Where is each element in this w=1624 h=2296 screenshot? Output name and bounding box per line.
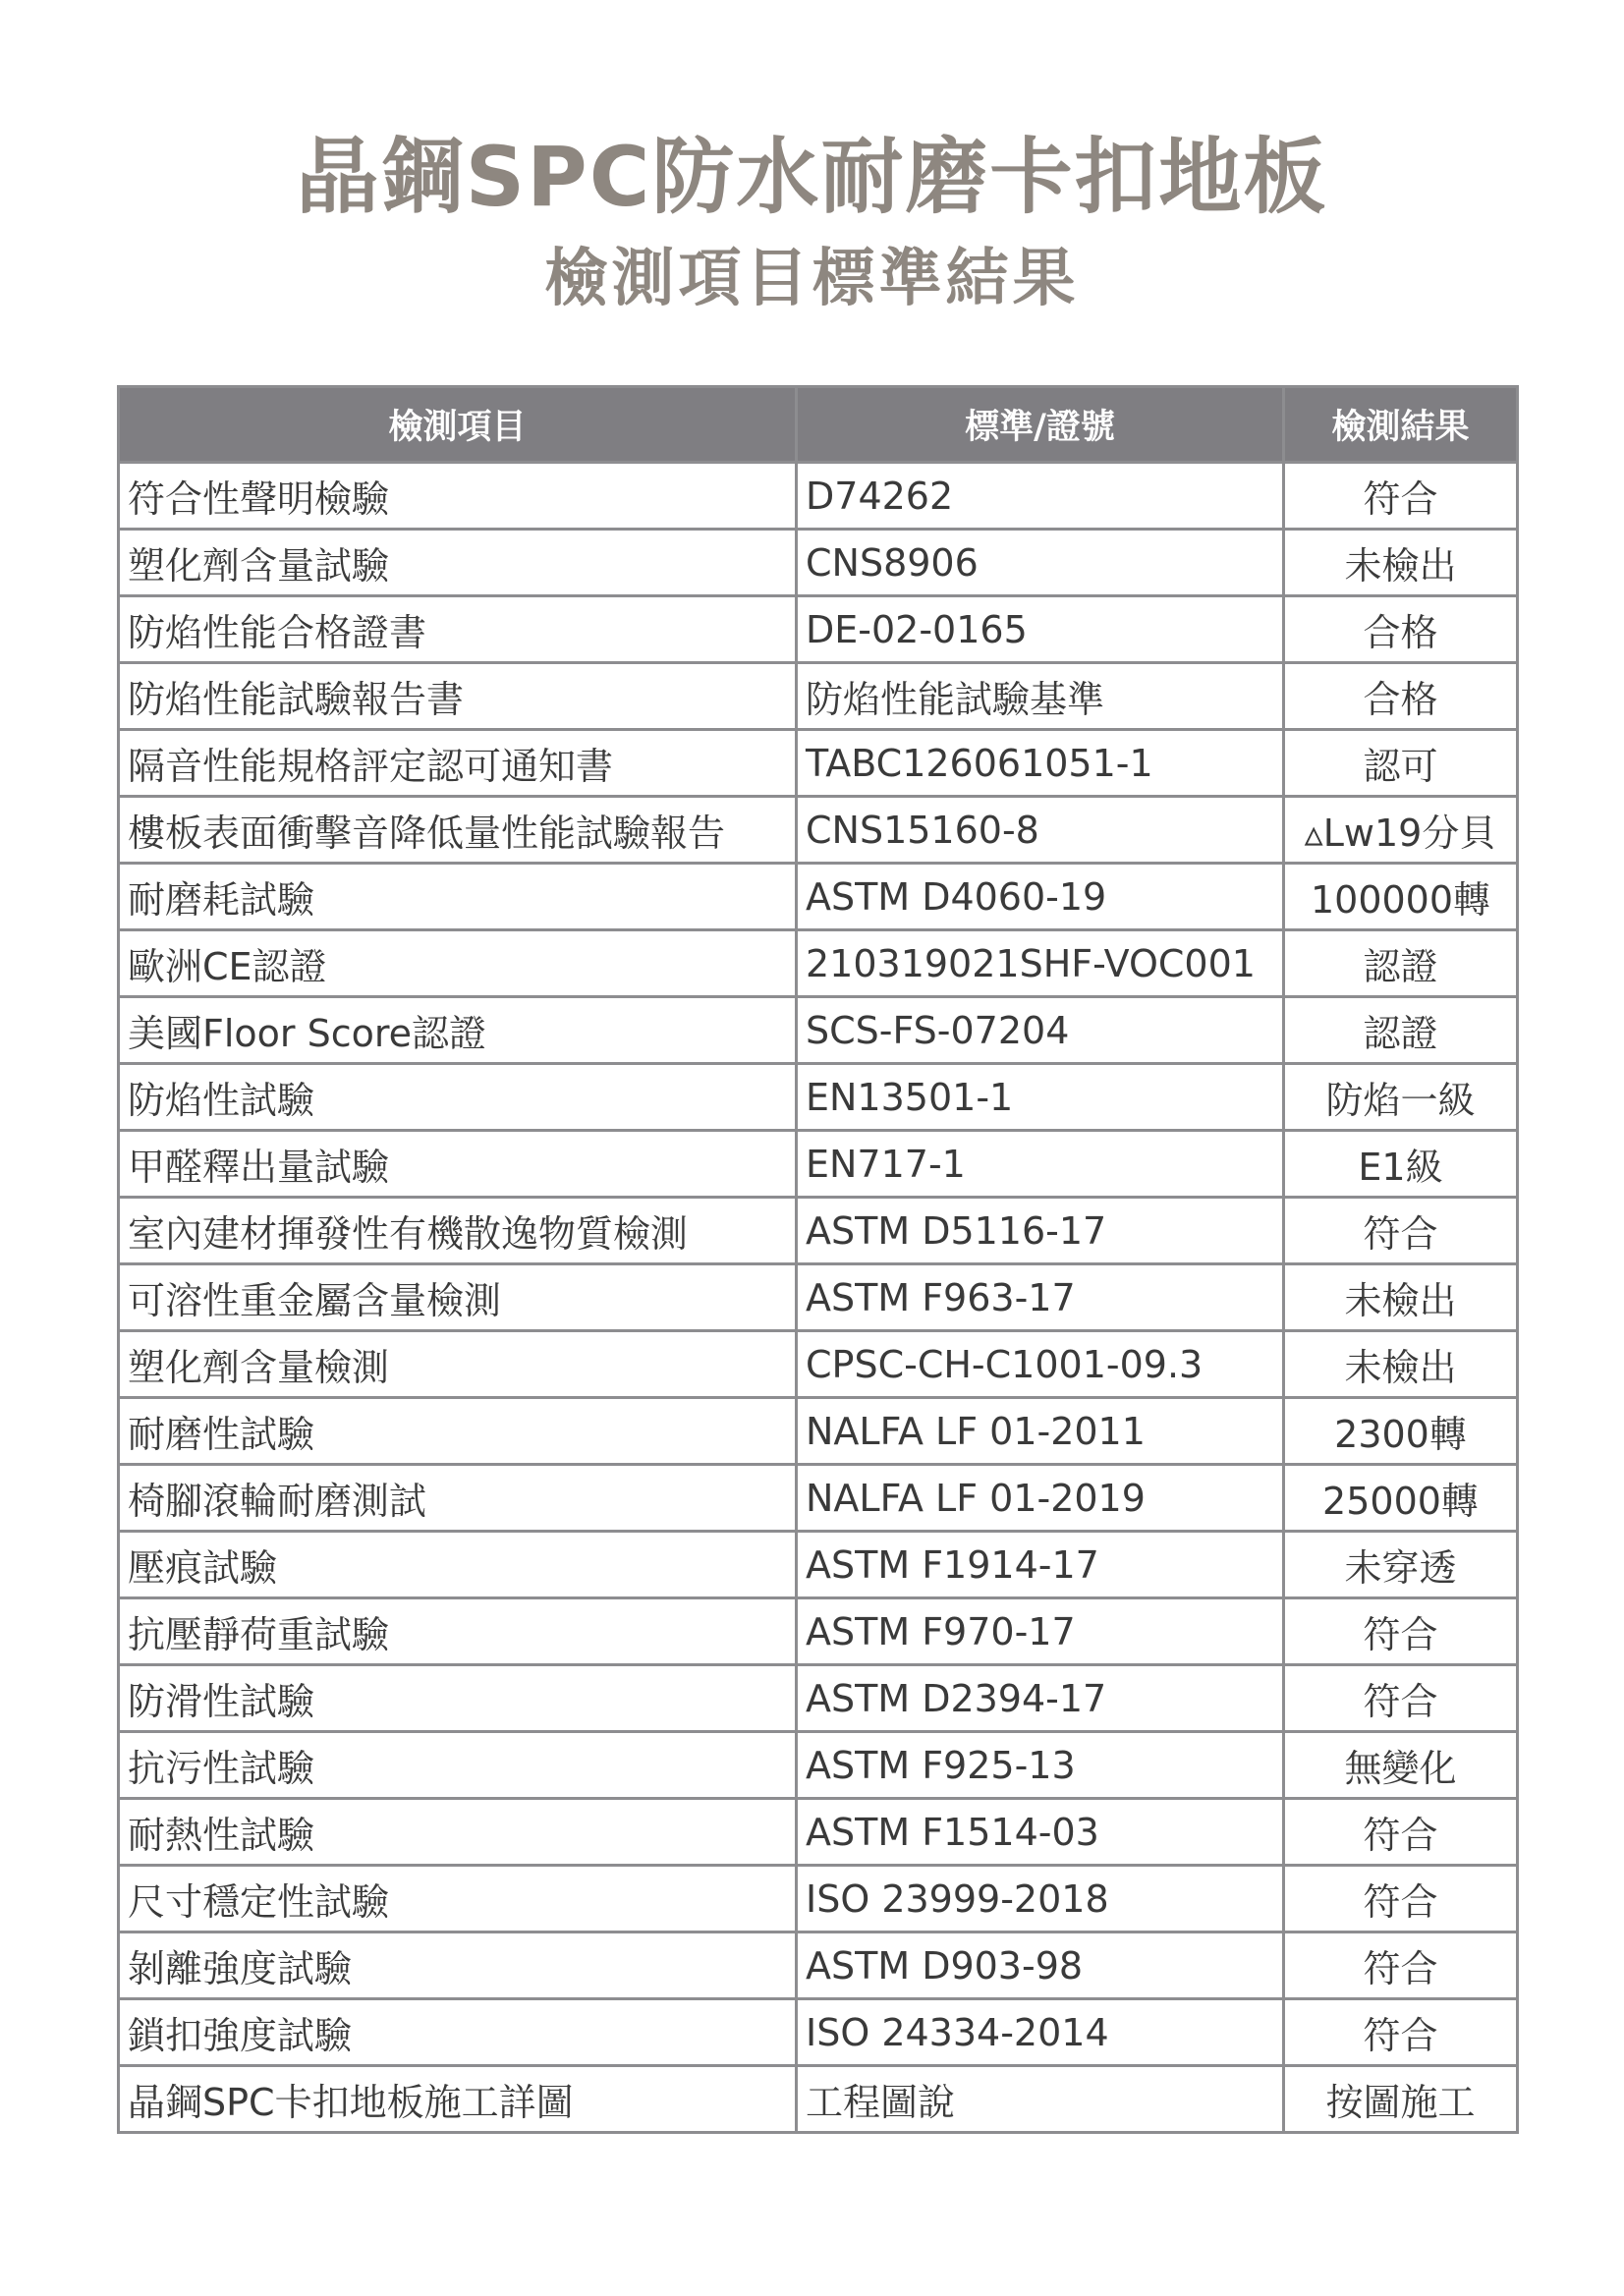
test-item-cell: 歐洲CE認證 [119,930,797,997]
standard-cell: ASTM F1914-17 [797,1532,1284,1598]
test-item-cell: 晶鋼SPC卡扣地板施工詳圖 [119,2066,797,2133]
result-cell: 符合 [1284,1866,1518,1932]
standard-cell: TABC126061051-1 [797,730,1284,797]
result-cell: 未檢出 [1284,530,1518,596]
standard-cell: EN13501-1 [797,1064,1284,1131]
test-item-cell: 符合性聲明檢驗 [119,463,797,530]
result-cell: 無變化 [1284,1732,1518,1799]
standard-cell: ASTM D5116-17 [797,1198,1284,1264]
result-cell: 符合 [1284,1665,1518,1732]
standard-cell: 防焰性能試驗基準 [797,663,1284,730]
result-cell: 2300轉 [1284,1398,1518,1465]
table-row [119,2066,1518,2133]
result-cell: 合格 [1284,596,1518,663]
test-item-cell: 防滑性試驗 [119,1665,797,1732]
result-cell: 符合 [1284,1198,1518,1264]
table-row [119,1131,1518,1198]
result-cell: 未檢出 [1284,1264,1518,1331]
result-cell: ▵Lw19分貝 [1284,797,1518,864]
page-subtitle: 檢測項目標準結果 [544,243,1080,315]
test-item-cell: 甲醛釋出量試驗 [119,1131,797,1198]
result-cell: 防焰一級 [1284,1064,1518,1131]
result-cell: 100000轉 [1284,864,1518,930]
standard-cell: DE-02-0165 [797,596,1284,663]
table-row [119,1198,1518,1264]
test-item-cell: 塑化劑含量檢測 [119,1331,797,1398]
test-item-cell: 可溶性重金屬含量檢測 [119,1264,797,1331]
result-cell: 未穿透 [1284,1532,1518,1598]
test-item-cell: 剝離強度試驗 [119,1932,797,1999]
page-title: 晶鋼SPC防水耐磨卡扣地板 [296,129,1328,225]
column-header-item: 檢測項目 [119,387,797,463]
test-item-cell: 防焰性試驗 [119,1064,797,1131]
result-cell: 認證 [1284,997,1518,1064]
standard-cell: ISO 24334-2014 [797,1999,1284,2066]
test-item-cell: 耐磨耗試驗 [119,864,797,930]
table-row [119,596,1518,663]
test-item-cell: 美國Floor Score認證 [119,997,797,1064]
standard-cell: ASTM F963-17 [797,1264,1284,1331]
test-item-cell: 耐磨性試驗 [119,1398,797,1465]
table-row [119,1866,1518,1932]
result-cell: 認證 [1284,930,1518,997]
test-item-cell: 防焰性能合格證書 [119,596,797,663]
standard-cell: ASTM D4060-19 [797,864,1284,930]
test-item-cell: 抗污性試驗 [119,1732,797,1799]
test-item-cell: 塑化劑含量試驗 [119,530,797,596]
table-row [119,1398,1518,1465]
result-cell: 符合 [1284,1799,1518,1866]
standard-cell: SCS-FS-07204 [797,997,1284,1064]
test-item-cell: 壓痕試驗 [119,1532,797,1598]
standard-cell: CNS15160-8 [797,797,1284,864]
table-row [119,1532,1518,1598]
standard-cell: EN717-1 [797,1131,1284,1198]
standard-cell: ASTM D2394-17 [797,1665,1284,1732]
result-cell: 合格 [1284,663,1518,730]
test-item-cell: 防焰性能試驗報告書 [119,663,797,730]
table-row [119,1999,1518,2066]
table-row [119,930,1518,997]
table-row [119,1064,1518,1131]
test-item-cell: 樓板表面衝擊音降低量性能試驗報告 [119,797,797,864]
column-header-result: 檢測結果 [1284,387,1518,463]
test-item-cell: 隔音性能規格評定認可通知書 [119,730,797,797]
table-row [119,1465,1518,1532]
standard-cell: ASTM D903-98 [797,1932,1284,1999]
table-row [119,864,1518,930]
table-row [119,1331,1518,1398]
test-item-cell: 耐熱性試驗 [119,1799,797,1866]
table-row [119,463,1518,530]
standard-cell: NALFA LF 01-2019 [797,1465,1284,1532]
result-cell: 符合 [1284,1999,1518,2066]
test-item-cell: 抗壓靜荷重試驗 [119,1598,797,1665]
result-cell: 符合 [1284,1932,1518,1999]
test-item-cell: 鎖扣強度試驗 [119,1999,797,2066]
table-row [119,1598,1518,1665]
standard-cell: ASTM F1514-03 [797,1799,1284,1866]
table-row [119,1932,1518,1999]
result-cell: 按圖施工 [1284,2066,1518,2133]
standard-cell: ASTM F925-13 [797,1732,1284,1799]
standard-cell: NALFA LF 01-2011 [797,1398,1284,1465]
test-item-cell: 尺寸穩定性試驗 [119,1866,797,1932]
standard-cell: ASTM F970-17 [797,1598,1284,1665]
table-row [119,530,1518,596]
table-row [119,1665,1518,1732]
standard-cell: CPSC-CH-C1001-09.3 [797,1331,1284,1398]
table-row [119,997,1518,1064]
result-cell: 符合 [1284,463,1518,530]
table-row [119,730,1518,797]
test-results-table [117,385,1519,2134]
standard-cell: 工程圖說 [797,2066,1284,2133]
result-cell: 認可 [1284,730,1518,797]
test-item-cell: 室內建材揮發性有機散逸物質檢測 [119,1198,797,1264]
table-body [119,463,1518,2133]
table-header-row [119,387,1518,463]
table-row [119,1264,1518,1331]
standard-cell: D74262 [797,463,1284,530]
result-cell: 符合 [1284,1598,1518,1665]
standard-cell: 210319021SHF-VOC001 [797,930,1284,997]
test-item-cell: 椅腳滾輪耐磨測試 [119,1465,797,1532]
table-row [119,797,1518,864]
result-cell: 25000轉 [1284,1465,1518,1532]
standard-cell: ISO 23999-2018 [797,1866,1284,1932]
standard-cell: CNS8906 [797,530,1284,596]
result-cell: E1級 [1284,1131,1518,1198]
table-row [119,1732,1518,1799]
column-header-standard: 標準/證號 [797,387,1284,463]
result-cell: 未檢出 [1284,1331,1518,1398]
table-row [119,663,1518,730]
table-row [119,1799,1518,1866]
